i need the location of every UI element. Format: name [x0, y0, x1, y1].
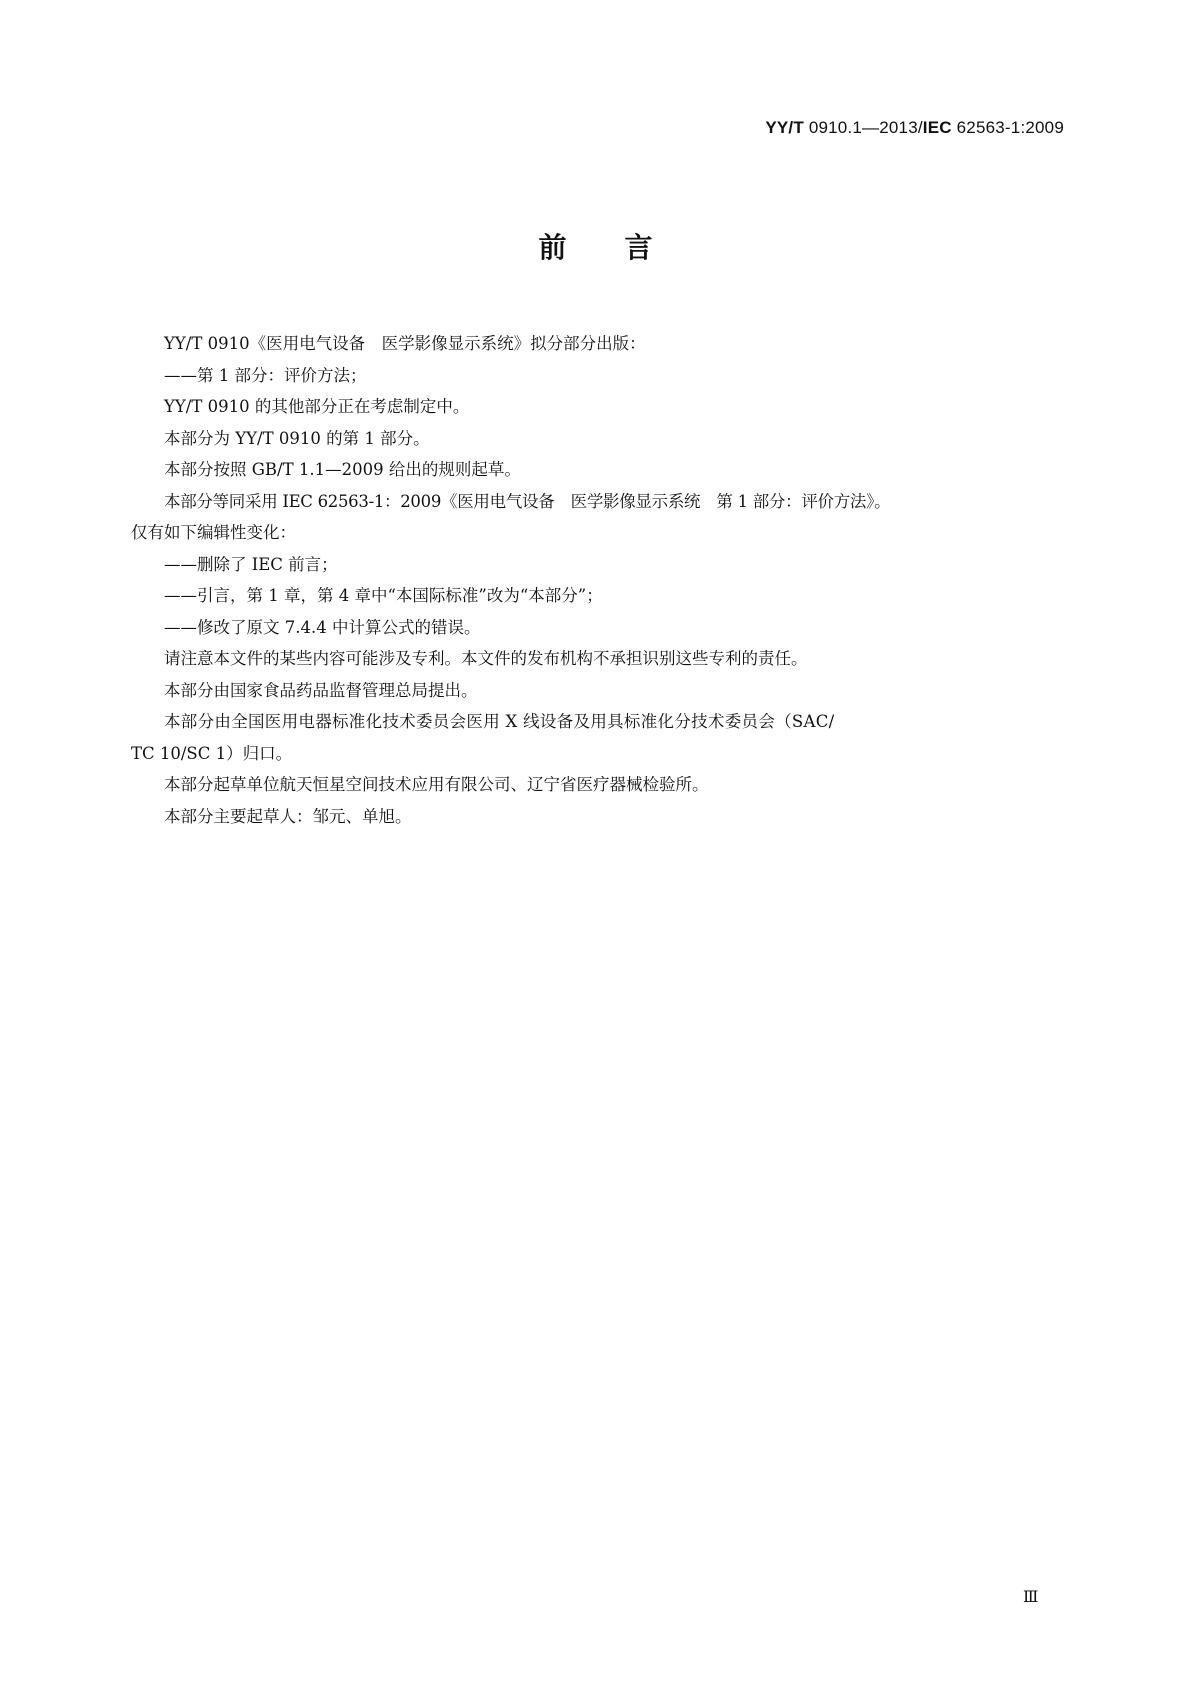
list-item-change-1: ——删除了 IEC 前言；: [164, 554, 338, 574]
foreword-body: [131, 328, 1069, 832]
paragraph-proposed-by: 本部分由国家食品药品监督管理总局提出。: [164, 680, 478, 700]
paragraph-drafting-organizations: 本部分起草单位航天恒星空间技术应用有限公司、辽宁省医疗器械检验所。: [164, 775, 709, 794]
paragraph-other-parts: YY/T 0910 的其他部分正在考虑制定中。: [164, 397, 470, 416]
paragraph-drafting-rules: 本部分按照 GB/T 1.1—2009 给出的规则起草。: [164, 460, 521, 479]
header-code-iec: IEC: [922, 118, 952, 137]
paragraph-patent-notice: 请注意本文件的某些内容可能涉及专利。本文件的发布机构不承担识别这些专利的责任。: [164, 649, 808, 668]
document-code-header: [765, 118, 1064, 138]
paragraph-this-part: 本部分为 YY/T 0910 的第 1 部分。: [164, 428, 430, 448]
header-code-number: 0910.1—2013/: [803, 118, 923, 137]
list-item-change-3: ——修改了原文 7.4.4 中计算公式的错误。: [164, 617, 481, 637]
page-number: Ⅲ: [1023, 1589, 1039, 1606]
header-code-yyt: YY/T: [765, 118, 804, 137]
paragraph-editorial-changes: 仅有如下编辑性变化：: [131, 523, 296, 542]
paragraph-series-intro: YY/T 0910《医用电气设备 医学影像显示系统》拟分部分出版：: [164, 334, 646, 353]
paragraph-managed-by: 本部分由全国医用电器标准化技术委员会医用 X 线设备及用具标准化分技术委员会（SAC/: [164, 712, 835, 731]
paragraph-managed-by-continued: TC 10/SC 1）归口。: [131, 743, 293, 763]
paragraph-adoption: 本部分等同采用 IEC 62563-1：2009《医用电气设备 医学影像显示系统 第 1 部分：评价方法》。: [164, 491, 891, 511]
list-item-change-2: ——引言，第 1 章，第 4 章中“本国际标准”改为“本部分”；: [164, 586, 603, 605]
paragraph-drafters: 本部分主要起草人：邹元、单旭。: [164, 806, 412, 826]
header-code-iec-number: 62563-1:2009: [951, 118, 1064, 137]
page-title: 前言: [538, 231, 711, 264]
list-item-part-1: ——第 1 部分：评价方法；: [164, 365, 367, 385]
